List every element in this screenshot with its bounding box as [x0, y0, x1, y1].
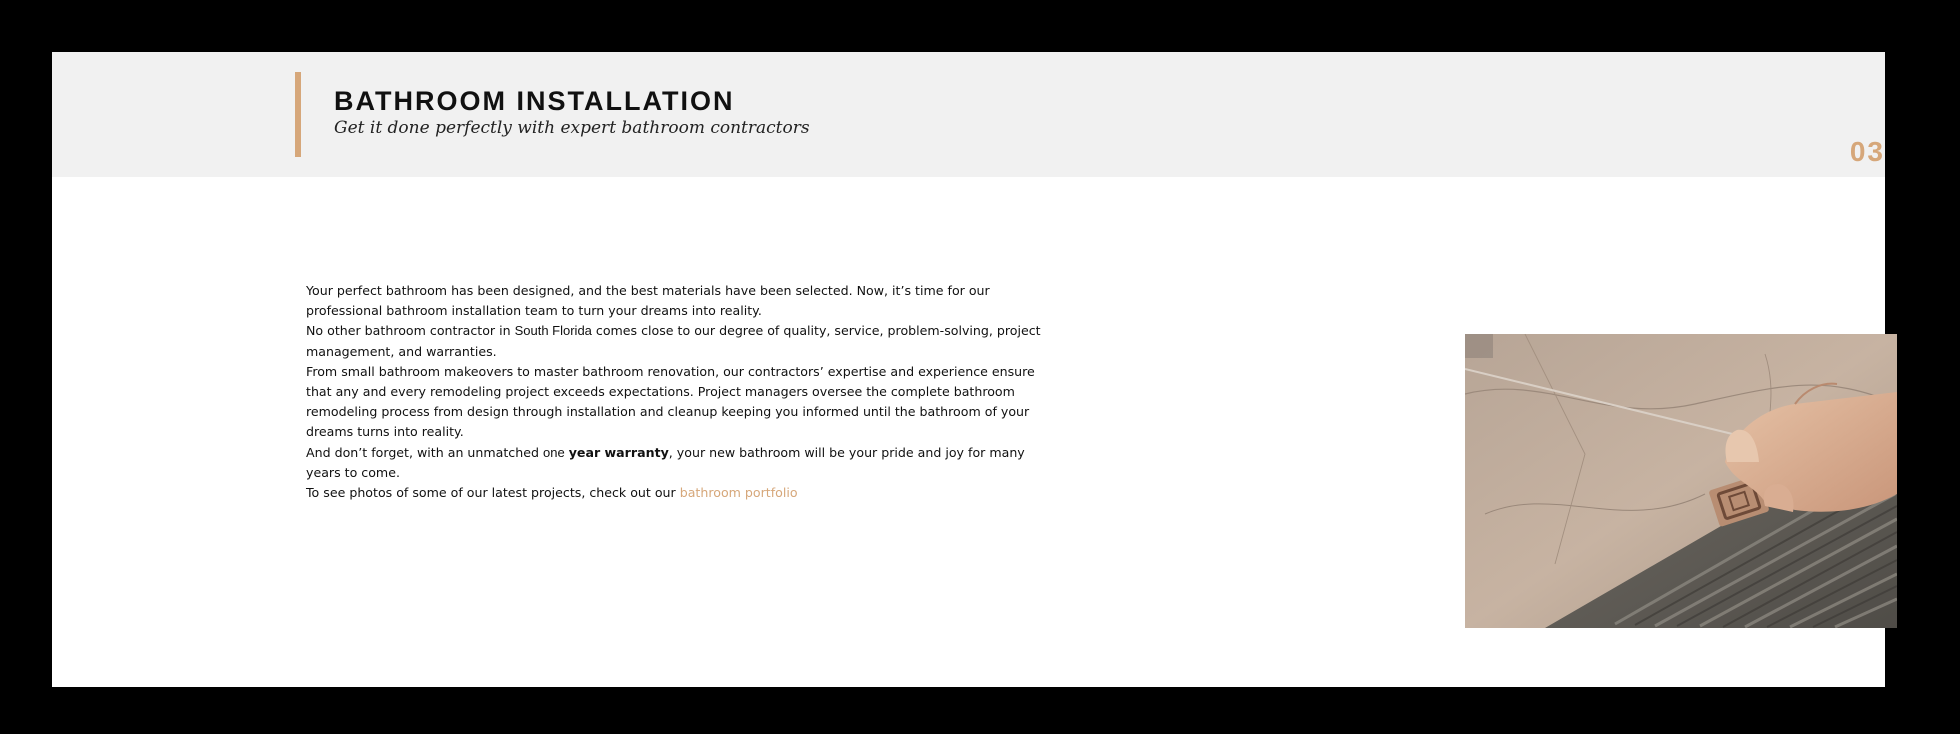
- page-title: BATHROOM INSTALLATION: [334, 86, 735, 116]
- paragraph-contractor: [306, 321, 1041, 361]
- location-name: South Florida: [514, 323, 592, 339]
- paragraph-contractor-start: No other bathroom contractor in: [306, 323, 511, 339]
- warranty-emphasis: year warranty: [568, 444, 669, 460]
- tile-installation-photo: [1465, 334, 1897, 628]
- body-text: [306, 281, 1041, 503]
- accent-bar: [295, 72, 301, 157]
- paragraph-intro: Your perfect bathroom has been designed, and the best materials have been selected. Now, it’s time for our professional bathroom installation team to turn your dreams into reality.: [306, 283, 990, 319]
- warranty-count: one: [542, 444, 565, 460]
- paragraph-renovation: From small bathroom makeovers to master bathroom renovation, our contractors’ expertise and experience ensure that any and every remodeling project exceeds expectations. Project managers oversee the complete bathroom remodeling process from design through installation and cleanup keeping you informed until the bathroom of your dreams turns into reality.: [306, 363, 1035, 440]
- paragraph-warranty-start: And don’t forget, with an unmatched: [306, 444, 539, 460]
- paragraph-warranty: [306, 443, 1041, 483]
- paragraph-warranty-end: , your new bathroom will be your pride and joy for many years to come.: [306, 444, 1025, 480]
- paragraph-portfolio: [306, 483, 1041, 503]
- portfolio-link[interactable]: bathroom portfolio: [679, 485, 798, 501]
- paragraph-portfolio-start: To see photos of some of our latest projects, check out our: [306, 485, 676, 501]
- section-number: 03: [1849, 136, 1885, 167]
- page-subtitle: Get it done perfectly with expert bathroom contractors: [334, 118, 810, 138]
- section-header: [52, 52, 1885, 177]
- paragraph-contractor-end: comes close to our degree of quality, service, problem-solving, project management, and warranties.: [306, 323, 1041, 359]
